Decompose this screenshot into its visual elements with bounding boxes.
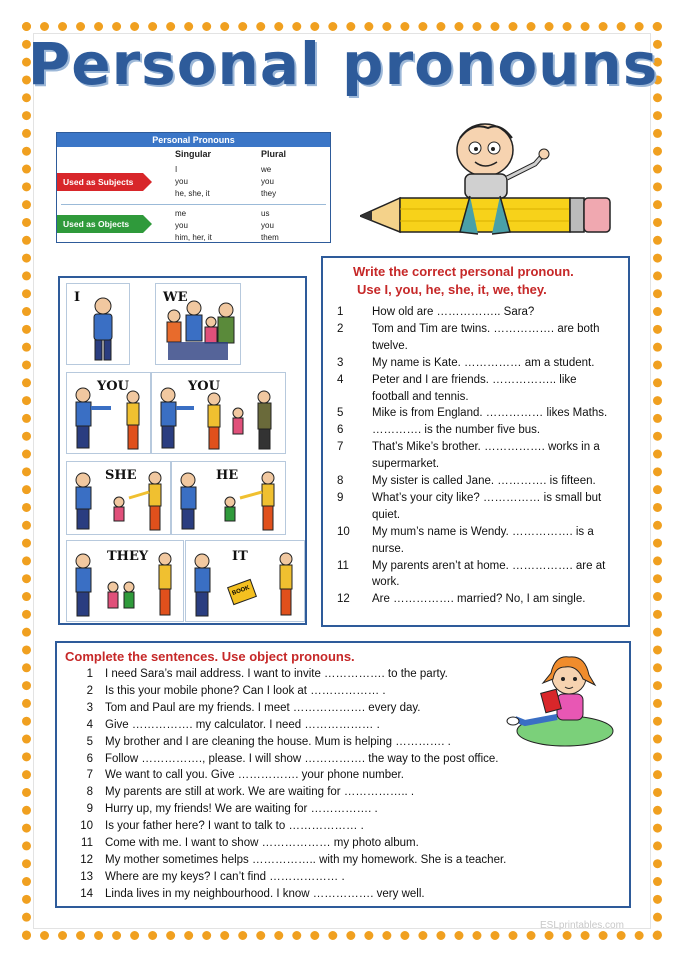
object-singular-2: you: [175, 221, 188, 230]
plural-column-header: Plural: [261, 149, 287, 159]
object-singular-1: me: [175, 209, 187, 218]
label-they: THEY: [107, 549, 149, 564]
boy-on-pencil-illustration: [360, 120, 615, 240]
exercise1-item-text: Are ……………. married? No, I am single.: [372, 593, 586, 606]
picture-i: [66, 283, 130, 365]
exercise1-item-text: My parents aren’t at home. ……………. are at: [372, 559, 606, 572]
page-title: Personal pronouns: [27, 30, 659, 98]
exercise1-item-text: My sister is called Jane. …………. is fifteen.: [372, 475, 596, 487]
exercise1-item-number: 9: [337, 491, 344, 504]
used-as-subjects-label: Used as Subjects: [57, 173, 143, 191]
picture-you-singular: [66, 372, 151, 454]
exercise2-item-text: My mother sometimes helps …………….. with my homework. She is a teacher.: [105, 853, 507, 866]
exercise2-item-number: 1: [86, 668, 93, 680]
watermark: ESLprintables.com: [540, 920, 624, 931]
exercise1-item-number: 4: [337, 373, 344, 386]
label-it: IT: [232, 549, 248, 564]
exercise1-item-text: twelve.: [372, 339, 408, 352]
exercise2-item-number: 7: [86, 769, 93, 782]
exercise2-item-text: Follow ……………., please. I will show ……………. the way to the post office.: [105, 752, 499, 765]
label-we: WE: [163, 290, 188, 305]
exercise1-item-number: 8: [337, 475, 344, 487]
subject-plural-2: you: [261, 177, 274, 186]
object-plural-1: us: [261, 209, 270, 218]
exercise2-item-text: I need Sara’s mail address. I want to invite ……………. to the party.: [105, 668, 448, 680]
exercise1-item-number: 12: [337, 593, 350, 606]
exercise1-item-number: 7: [337, 441, 344, 454]
exercise2-item-text: Tom and Paul are my friends. I meet ………………. every day.: [105, 701, 421, 714]
exercise1-item-number: 1: [337, 306, 344, 318]
exercise1-item-number: 3: [337, 356, 344, 369]
exercise2-item-number: 8: [86, 786, 93, 799]
pronoun-pictures-panel: [58, 276, 307, 625]
exercise1-item-number: 6: [337, 424, 344, 437]
exercise1-item-number: 11: [337, 559, 349, 572]
exercise1-item-text: My mum’s name is Wendy. ……………. is a: [372, 525, 594, 538]
exercise1-item-text: That’s Mike’s brother. ……………. works in a: [372, 441, 600, 454]
exercise1-item-text: Peter and I are friends. …………….. like: [372, 373, 577, 386]
exercise2-item-text: Where are my keys? I can’t find ……………… .: [105, 870, 345, 883]
exercise2-item-number: 14: [80, 887, 93, 900]
exercise2-item-text: Give ……………. my calculator. I need ……………… .: [105, 718, 380, 731]
exercise1-item-text: nurse.: [372, 542, 404, 555]
exercise2-item-number: 2: [86, 684, 93, 697]
exercise-object-pronouns: [55, 641, 631, 908]
exercise2-item-number: 12: [80, 853, 93, 866]
exercise1-heading-line1: Write the correct personal pronoun.: [353, 264, 574, 279]
subject-plural-1: we: [261, 165, 272, 174]
exercise2-item-text: Linda lives in my neighbourhood. I know ……………. very well.: [105, 887, 425, 900]
exercise2-item-number: 3: [86, 701, 93, 714]
exercise1-item-number: 5: [337, 407, 344, 420]
exercise1-item-text: football and tennis.: [372, 390, 469, 403]
picture-it: [185, 540, 305, 622]
label-he: HE: [216, 468, 239, 483]
exercise2-item-text: My brother and I are cleaning the house. Mum is helping …………. .: [105, 735, 451, 748]
exercise2-item-number: 5: [86, 735, 93, 748]
object-singular-3: him, her, it: [175, 233, 212, 242]
exercise2-item-number: 9: [86, 803, 93, 816]
label-she: SHE: [105, 468, 137, 483]
exercise2-item-text: We want to call you. Give ……………. your phone number.: [105, 769, 404, 782]
label-you-1: YOU: [97, 379, 129, 394]
exercise1-heading-line2: Use I, you, he, she, it, we, they.: [357, 282, 547, 297]
exercise1-item-text: What’s your city like? …………… is small but: [372, 491, 602, 504]
picture-you-plural: [151, 372, 286, 454]
exercise1-item-text: supermarket.: [372, 458, 440, 471]
label-you-2: YOU: [188, 379, 220, 394]
exercise1-item-text: How old are …………….. Sara?: [372, 306, 535, 318]
exercise1-item-text: quiet.: [372, 508, 401, 521]
girl-reading-illustration: [505, 649, 627, 749]
exercise2-item-text: Come with me. I want to show ……………… my photo album.: [105, 837, 419, 849]
exercise2-item-number: 13: [80, 870, 93, 883]
subject-singular-3: he, she, it: [175, 189, 210, 198]
picture-she: [66, 461, 171, 535]
exercise2-item-text: Is this your mobile phone? Can I look at ……………… .: [105, 684, 386, 697]
used-as-objects-label: Used as Objects: [57, 215, 143, 233]
exercise2-item-text: Hurry up, my friends! We are waiting for ……………. .: [105, 803, 378, 816]
picture-they: [66, 540, 184, 622]
pronoun-table-header: Personal Pronouns: [57, 133, 330, 147]
label-i: I: [74, 290, 81, 305]
subject-singular-2: you: [175, 177, 188, 186]
exercise1-item-text: …………. is the number five bus.: [372, 424, 541, 437]
subject-singular-1: I: [175, 165, 178, 174]
object-plural-2: you: [261, 221, 274, 230]
table-divider: [61, 204, 326, 205]
exercise1-item-number: 10: [337, 525, 350, 538]
pronoun-table: [56, 132, 331, 243]
picture-he: [171, 461, 286, 535]
exercise1-item-text: My name is Kate. …………… am a student.: [372, 356, 595, 369]
exercise-personal-pronouns: [321, 256, 630, 627]
subject-plural-3: they: [261, 189, 277, 198]
exercise2-item-number: 4: [86, 718, 93, 731]
exercise1-item-text: work.: [372, 576, 400, 589]
picture-we: [155, 283, 241, 365]
exercise1-item-text: Tom and Tim are twins. ……………. are both: [372, 322, 600, 335]
exercise2-item-text: My parents are still at work. We are waiting for …………….. .: [105, 786, 415, 799]
exercise2-item-text: Is your father here? I want to talk to ……………… .: [105, 820, 364, 833]
exercise2-item-number: 10: [80, 820, 93, 833]
exercise2-item-number: 11: [81, 837, 93, 849]
object-plural-3: them: [261, 233, 279, 242]
exercise1-item-number: 2: [337, 322, 344, 335]
book-label: BOOK: [231, 585, 251, 597]
exercise2-item-number: 6: [86, 752, 93, 765]
exercise2-heading: Complete the sentences. Use object pronouns.: [65, 649, 355, 664]
singular-column-header: Singular: [175, 149, 212, 159]
exercise1-item-text: Mike is from England. …………… likes Maths.: [372, 407, 608, 420]
